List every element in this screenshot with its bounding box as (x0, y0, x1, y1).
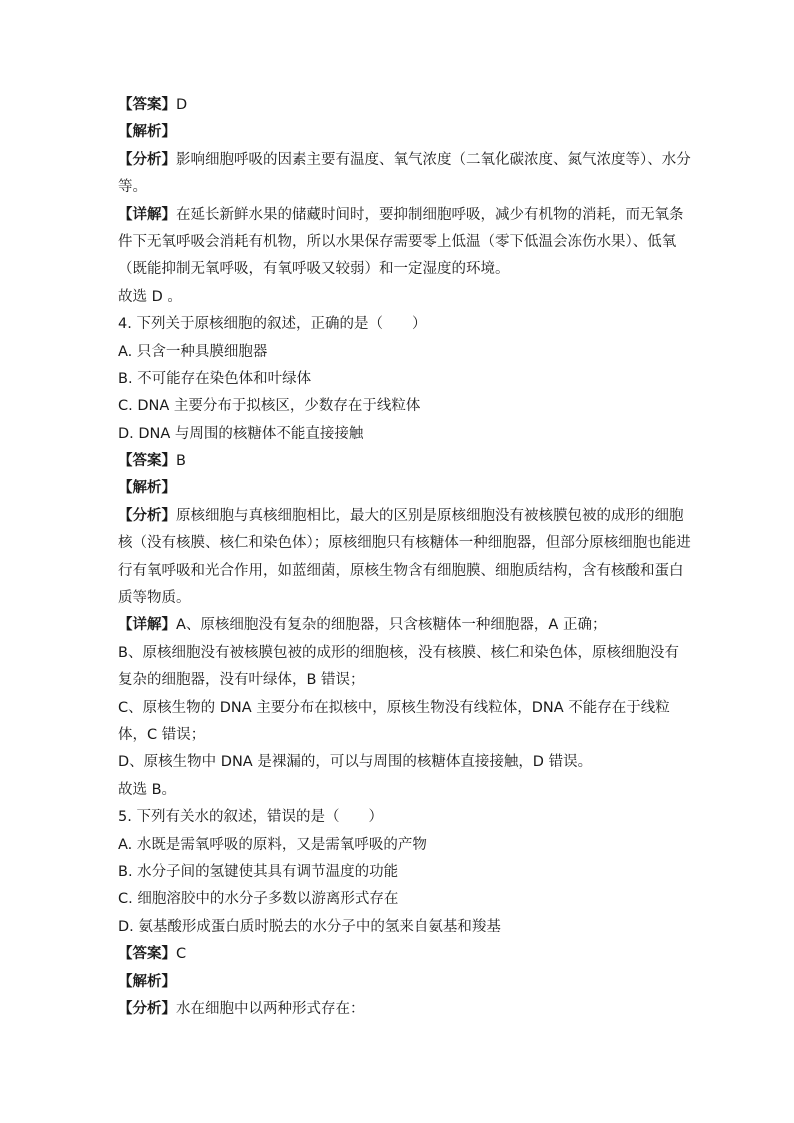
q3-xiangjie-line-2: 件下无氧呼吸会消耗有机物，所以水果保存需要零上低温（零下低温会冻伤水果）、低氧 (118, 233, 677, 250)
q3-xiangjie-line-1: 【详解】在延长新鲜水果的储藏时间时，要抑制细胞呼吸，减少有机物的消耗，而无氧条 (118, 206, 684, 223)
q3-analysis-label: 【解析】 (118, 124, 176, 141)
q5-option-a: A. 水既是需氧呼吸的原料，又是需氧呼吸的产物 (118, 836, 427, 853)
q5-option-c: C. 细胞溶胶中的水分子多数以游离形式存在 (118, 891, 399, 908)
q5-fenxi-line-1: 【分析】水在细胞中以两种形式存在： (118, 1000, 365, 1017)
q4-xiangjie-line-3: 复杂的细胞器，没有叶绿体，B 错误； (118, 672, 365, 689)
q5-option-d: D. 氨基酸形成蛋白质时脱去的水分子中的氢来自氨基和羧基 (118, 918, 501, 935)
q4-fenxi-line-3: 行有氧呼吸和光合作用，如蓝细菌，原核生物含有细胞膜、细胞质结构，含有核酸和蛋白 (118, 562, 684, 579)
q4-answer: 【答案】B (118, 453, 186, 470)
q4-option-c: C. DNA 主要分布于拟核区，少数存在于线粒体 (118, 398, 421, 415)
q4-xiangjie-line-4: C、原核生物的 DNA 主要分布在拟核中，原核生物没有线粒体，DNA 不能存在于线粒 (118, 699, 670, 716)
q4-conclusion: 故选 B。 (118, 781, 177, 798)
q3-answer: 【答案】D (118, 97, 188, 113)
q5-option-b: B. 水分子间的氢键使其具有调节温度的功能 (118, 863, 399, 880)
q3-conclusion: 故选 D 。 (118, 288, 182, 305)
q4-xiangjie-line-6: D、原核生物中 DNA 是裸漏的，可以与周围的核糖体直接接触，D 错误。 (118, 754, 593, 771)
q4-fenxi-line-4: 质等物质。 (118, 590, 191, 607)
q4-stem: 4. 下列关于原核细胞的叙述，正确的是（ ） (118, 316, 427, 333)
q4-analysis-label: 【解析】 (118, 480, 176, 497)
q5-answer: 【答案】C (118, 946, 187, 963)
q5-analysis-label: 【解析】 (118, 973, 176, 990)
q5-stem: 5. 下列有关水的叙述，错误的是（ ） (118, 809, 383, 826)
q4-fenxi-line-2: 核（没有核膜、核仁和染色体）；原核细胞只有核糖体一种细胞器，但部分原核细胞也能进 (118, 535, 691, 552)
q4-option-b: B. 不可能存在染色体和叶绿体 (118, 370, 312, 387)
document-page (118, 92, 691, 1023)
q4-option-d: D. DNA 与周围的核糖体不能直接接触 (118, 425, 364, 442)
q3-fenxi-line-1: 【分析】影响细胞呼吸的因素主要有温度、氧气浓度（二氧化碳浓度、氮气浓度等）、水分 (118, 151, 691, 168)
q4-fenxi-line-1: 【分析】原核细胞与真核细胞相比，最大的区别是原核细胞没有被核膜包被的成形的细胞 (118, 507, 684, 524)
q4-xiangjie-line-1: 【详解】A、原核细胞没有复杂的细胞器，只含核糖体一种细胞器，A 正确； (118, 617, 607, 634)
q3-fenxi-line-2: 等。 (118, 179, 147, 196)
q4-xiangjie-line-2: B、原核细胞没有被核膜包被的成形的细胞核，没有核膜、核仁和染色体，原核细胞没有 (118, 644, 679, 661)
q4-option-a: A. 只含一种具膜细胞器 (118, 343, 268, 360)
q4-xiangjie-line-5: 体，C 错误； (118, 726, 206, 743)
q3-xiangjie-line-3: （既能抑制无氧呼吸，有氧呼吸又较弱）和一定湿度的环境。 (118, 261, 510, 278)
